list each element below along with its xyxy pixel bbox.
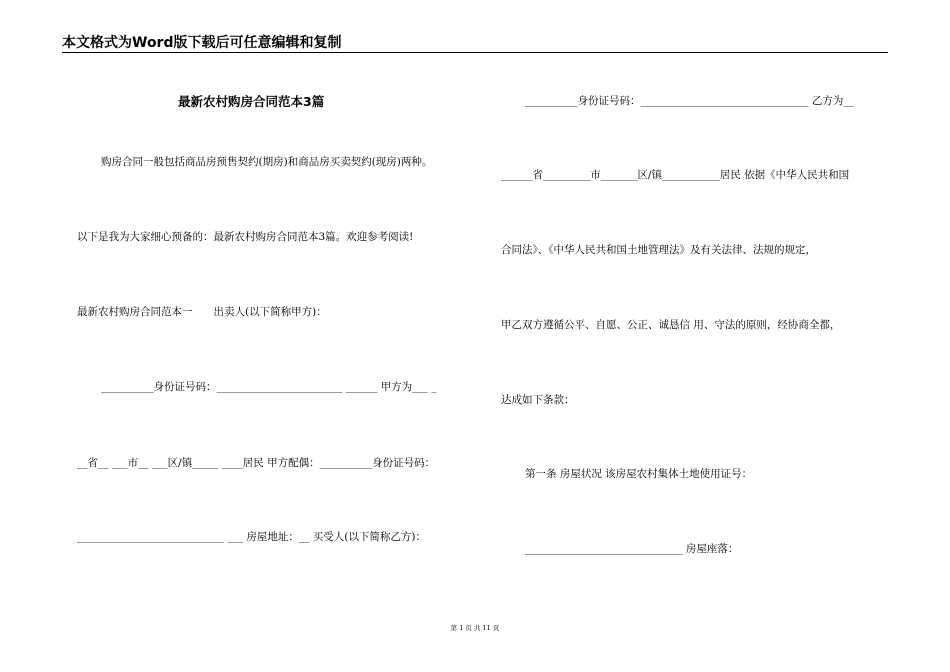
right-paragraph-5: 达成如下条款： bbox=[501, 394, 575, 406]
left-paragraph-4: __________身份证号码：________________________ ______ 甲方为___ _ bbox=[101, 381, 437, 393]
left-paragraph-2: 以下是我为大家细心预备的：最新农村购房合同范本3篇。欢迎参考阅读! bbox=[77, 231, 414, 243]
right-paragraph-7: ______________________________ 房屋座落： bbox=[525, 543, 739, 555]
right-paragraph-6: 第一条 房屋状况 该房屋农村集体土地使用证号： bbox=[525, 468, 753, 480]
page-header bbox=[62, 34, 888, 53]
right-paragraph-3: 合同法》、《中华人民共和国土地管理法》及有关法律、法规的规定， bbox=[501, 244, 816, 256]
right-paragraph-4: 甲乙双方遵循公平、自愿、公正、诚恳信 用、守法的原则，经协商全都， bbox=[501, 319, 841, 331]
right-paragraph-2: ______省_________市_______区/镇___________居民 依据《中华人民共和国 bbox=[501, 169, 850, 181]
right-paragraph-1: __________身份证号码：________________________________ 乙方为__ bbox=[525, 95, 854, 107]
left-paragraph-5: __省__ ___市__ ___区/镇_____ ____居民 甲方配偶：__________身份证号码： bbox=[77, 457, 436, 469]
left-paragraph-6: ____________________________ ___ 房屋地址：__ 买受人(以下简称乙方)： bbox=[77, 531, 426, 543]
header-text: 本文格式为Word版下载后可任意编辑和复制 bbox=[62, 35, 342, 51]
left-paragraph-1: 购房合同一般包括商品房预售契约(期房)和商品房买卖契约(现房)两种。 bbox=[101, 156, 433, 168]
left-paragraph-3: 最新农村购房合同范本一 出卖人(以下简称甲方)： bbox=[77, 306, 327, 318]
page-number: 第 1 页 共 11 页 bbox=[450, 624, 500, 632]
document-title: 最新农村购房合同范本3篇 bbox=[178, 94, 325, 109]
